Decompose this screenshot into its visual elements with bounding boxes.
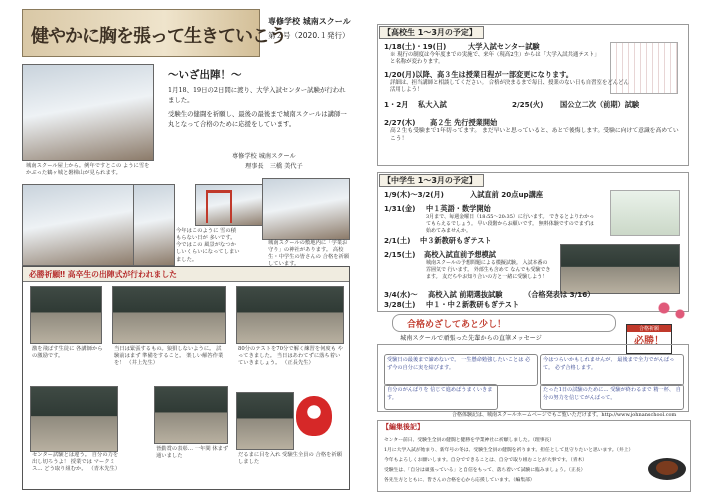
jr-event-4-title: 高校入試直前予想模試 xyxy=(424,250,496,259)
jr-event-3-title: 中３新教研もぎテスト xyxy=(420,236,492,245)
hs-event-1-date: 1/18(土)・19(日) xyxy=(384,42,447,51)
hs-event-4-title: 高２生 先行授業開始 xyxy=(430,118,498,127)
hs-event-2-date: 1/20(月)以降、高３生は授業日程が一部変更になります。 xyxy=(384,70,573,79)
jr-event-4-note: 城南スクールの予想問題による模擬試験。 入試本番の雰囲気で 行います。 外部生も含めて なんでも受験できます。 友だちやお知り合いの方と一緒に受験しよう！ xyxy=(426,260,551,280)
hs-event-3b-title: 国公立二次（前期）試験 xyxy=(560,100,640,109)
pass-badge-top: 合格祈願 xyxy=(627,325,671,332)
messages-title: 合格めざしてあと少し！ xyxy=(407,320,507,330)
masthead-calligraphy: 健やかに胸を張って生きていこう xyxy=(31,26,286,47)
jr-event-1-date: 1/9(木)～3/2(月) xyxy=(384,190,444,199)
jr-event-5-date: 3/4(水)～ xyxy=(384,290,418,299)
jr-event-5-title: 高校入試 前期選抜試験 xyxy=(428,290,503,299)
pass-badge-main: 必勝！ xyxy=(634,336,664,347)
rally-photo-6 xyxy=(236,392,294,450)
rally-photo-3 xyxy=(236,286,344,344)
intro-paragraph-2: 受験生の健闘を祈願し、最後の最後まで城南スクールは講師一丸となって合格のために応援をしています。 xyxy=(168,110,347,128)
jr-event-3-date: 2/1(土) xyxy=(384,236,411,245)
rally-photo-5 xyxy=(154,386,228,444)
steak-icon xyxy=(648,458,686,480)
shrine-caption: 城南スクールの敷地内に「学業お守り」の神社があります。 高校生・中学生の皆さんの 合格を祈願しています。 xyxy=(268,240,350,268)
rally-photo-1 xyxy=(30,286,102,344)
issue-number: 第２号（2020.１発行） xyxy=(268,31,350,40)
intro-sign-school: 専修学校 城南スクール xyxy=(232,153,296,160)
message-card-3: 自分のがんばりを 信じて進めばうまくいきます。 xyxy=(384,384,498,410)
editorial-line-5: 各先生方とともに、皆さんの合格を心から応援しています。（編集部） xyxy=(384,478,535,483)
hs-event-1-note: ※ 現行の制度は今年度までの実施で、来年（現高2生）からは「大学入試共通テスト」と名称が変わります。 xyxy=(390,52,600,66)
editorial-line-2: 1月に大学入試が始まり、新年号の冬は、受験生全員の健闘を祈ります。担任として見守りたいと思います。（井上） xyxy=(384,448,634,453)
rally-caption-5: 皆勤賞の表彰… 一年間 休まず 通いました xyxy=(156,446,229,460)
exam-room-photo xyxy=(560,244,680,294)
jr-event-6-date: 3/28(土) xyxy=(384,300,416,309)
jr-event-1-title: 入試直前 20点up講座 xyxy=(470,190,544,199)
junior-header: 【中学生 1～3月の予定】 xyxy=(379,174,484,187)
daruma-icon xyxy=(296,396,332,436)
editorial-line-3: 今年もよろしくお願いします。自分でできることは、自分で取り組むことが大事です。（青木） xyxy=(384,458,588,463)
editorial-line-4: 受験生は、「自分は頑張っている」と自信をもって、落ち着いて試験に臨みましょう。（正長） xyxy=(384,468,586,473)
jr-event-5-extra: （合格発表は 3/16） xyxy=(524,290,595,299)
snow-garden-photo xyxy=(22,184,136,266)
rally-photo-4 xyxy=(30,386,118,452)
intro-title: ～いざ出陣！～ xyxy=(168,69,242,81)
messages-banner xyxy=(392,314,616,332)
hs-event-1-title: 大学入試センター試験 xyxy=(468,42,540,51)
hs-event-4-note: 高２生も受験まで1年切ってます。 まだ早いと思っていると、あとで後悔します。受験に向けて意識を高めていこう！ xyxy=(390,128,679,142)
rally-title-bar xyxy=(23,267,349,282)
editorial-line-1: センター前日、受験生全員の健闘と健勝を学業神社に祈願しました。（理事長） xyxy=(384,438,555,443)
snow-caption: 今年はこのように 雪の積もらない日が 多いです。今ではこの 風景がなつかしいくらいになってしまいました。 xyxy=(176,228,240,263)
rally-caption-1: 激を飛ばす生徒に 各講師からの激励です。 xyxy=(32,346,103,360)
jr-event-6-title: 中１・中２新教研もぎテスト xyxy=(426,300,520,309)
rally-caption-6: だるまに目を入れ 受験生全員の 合格を祈願しました xyxy=(238,452,343,466)
highschool-header: 【高校生 1～3月の予定】 xyxy=(379,26,484,39)
rally-caption-3: 80分のテストを70分で解く練習を何度も やってきました。 当日はあわてずに落ち着いていきましょう。 （正長先生） xyxy=(238,346,344,367)
castle-caption: 城南スクール屋上から。例年ですとこの ように雪をかぶった鶴ヶ城と磐梯山が見られます。 xyxy=(26,163,150,177)
intro-sign-chair: 理事長 三橋 美代子 xyxy=(245,163,303,170)
hs-event-4-date: 2/27(木) xyxy=(384,118,416,127)
hs-event-3b-date: 2/25(火) xyxy=(512,100,544,109)
plum-icon xyxy=(652,296,692,326)
shrine-path-photo xyxy=(262,178,350,240)
masthead-banner xyxy=(22,9,286,57)
editorial-header: 【編集後記】 xyxy=(379,422,430,433)
rally-title: 必勝祈願‼ 高卒生の出陣式が行われました xyxy=(29,270,177,279)
message-card-4: たった1日の試験のために… 受験が終わるまで 精一杯、 自分の努力を信じてがんばって。 xyxy=(540,384,684,410)
rally-caption-2: 当日は緊張するもの。狼狽しないように。 試験前はまず 準備をすること。 楽しい解答作業を！ （井上先生） xyxy=(114,346,224,367)
intro-paragraph-1: 1月18、19日の2日間に渡り、大学入試センター試験が行われました。 xyxy=(168,86,346,104)
rally-caption-4: センター試験とは違う。 自分の力を出し切ろうよ！ 授業では マークミス… どう取り組むか。 （青木先生） xyxy=(32,452,121,473)
messages-footer: 合格体験記は、城南スクールホームページでもご覧いただけます。http://www.johnanschool.com xyxy=(452,412,677,418)
jr-event-2-title: 中１英語・数学開始 xyxy=(426,204,491,213)
hs-event-3a-date: 1・2月 xyxy=(384,100,409,109)
rally-photo-2 xyxy=(112,286,226,344)
hs-event-3a-title: 私大入試 xyxy=(418,100,447,109)
jr-event-2-date: 1/31(金) xyxy=(384,204,416,213)
school-name: 専修学校 城南スクール xyxy=(268,17,351,26)
jr-event-4-date: 2/15(土) xyxy=(384,250,416,259)
hs-event-2-note: 詳細は、担当講師と相談してください。 合格が決まるまで毎日、授業のない日も自習室をどんどん活用しよう！ xyxy=(390,80,629,94)
torii-icon xyxy=(206,190,232,223)
message-card-1: 受験日の最後まで諦めないで。 一生懸命勉強したいことは 必ず今の自分に実を結びます。 xyxy=(384,354,538,386)
teacher-photo xyxy=(610,190,680,236)
messages-subtitle: 城南スクールで頑張った先輩からの直筆メッセージ xyxy=(400,335,542,342)
castle-photo xyxy=(22,64,154,161)
jr-event-2-note: 3月まで、毎週金曜日（18:55～20:35）に行います。 できるとよりわかってもらえるでしょう。 早い段階からお願いです。 無料体験ですのでまずは始めてみませんか。 xyxy=(426,214,595,234)
message-card-2: 今はつらいかもしれませんが、 最後まで全力でがんばって。 必ず合格します。 xyxy=(540,354,684,386)
snow-building-photo xyxy=(133,184,175,266)
